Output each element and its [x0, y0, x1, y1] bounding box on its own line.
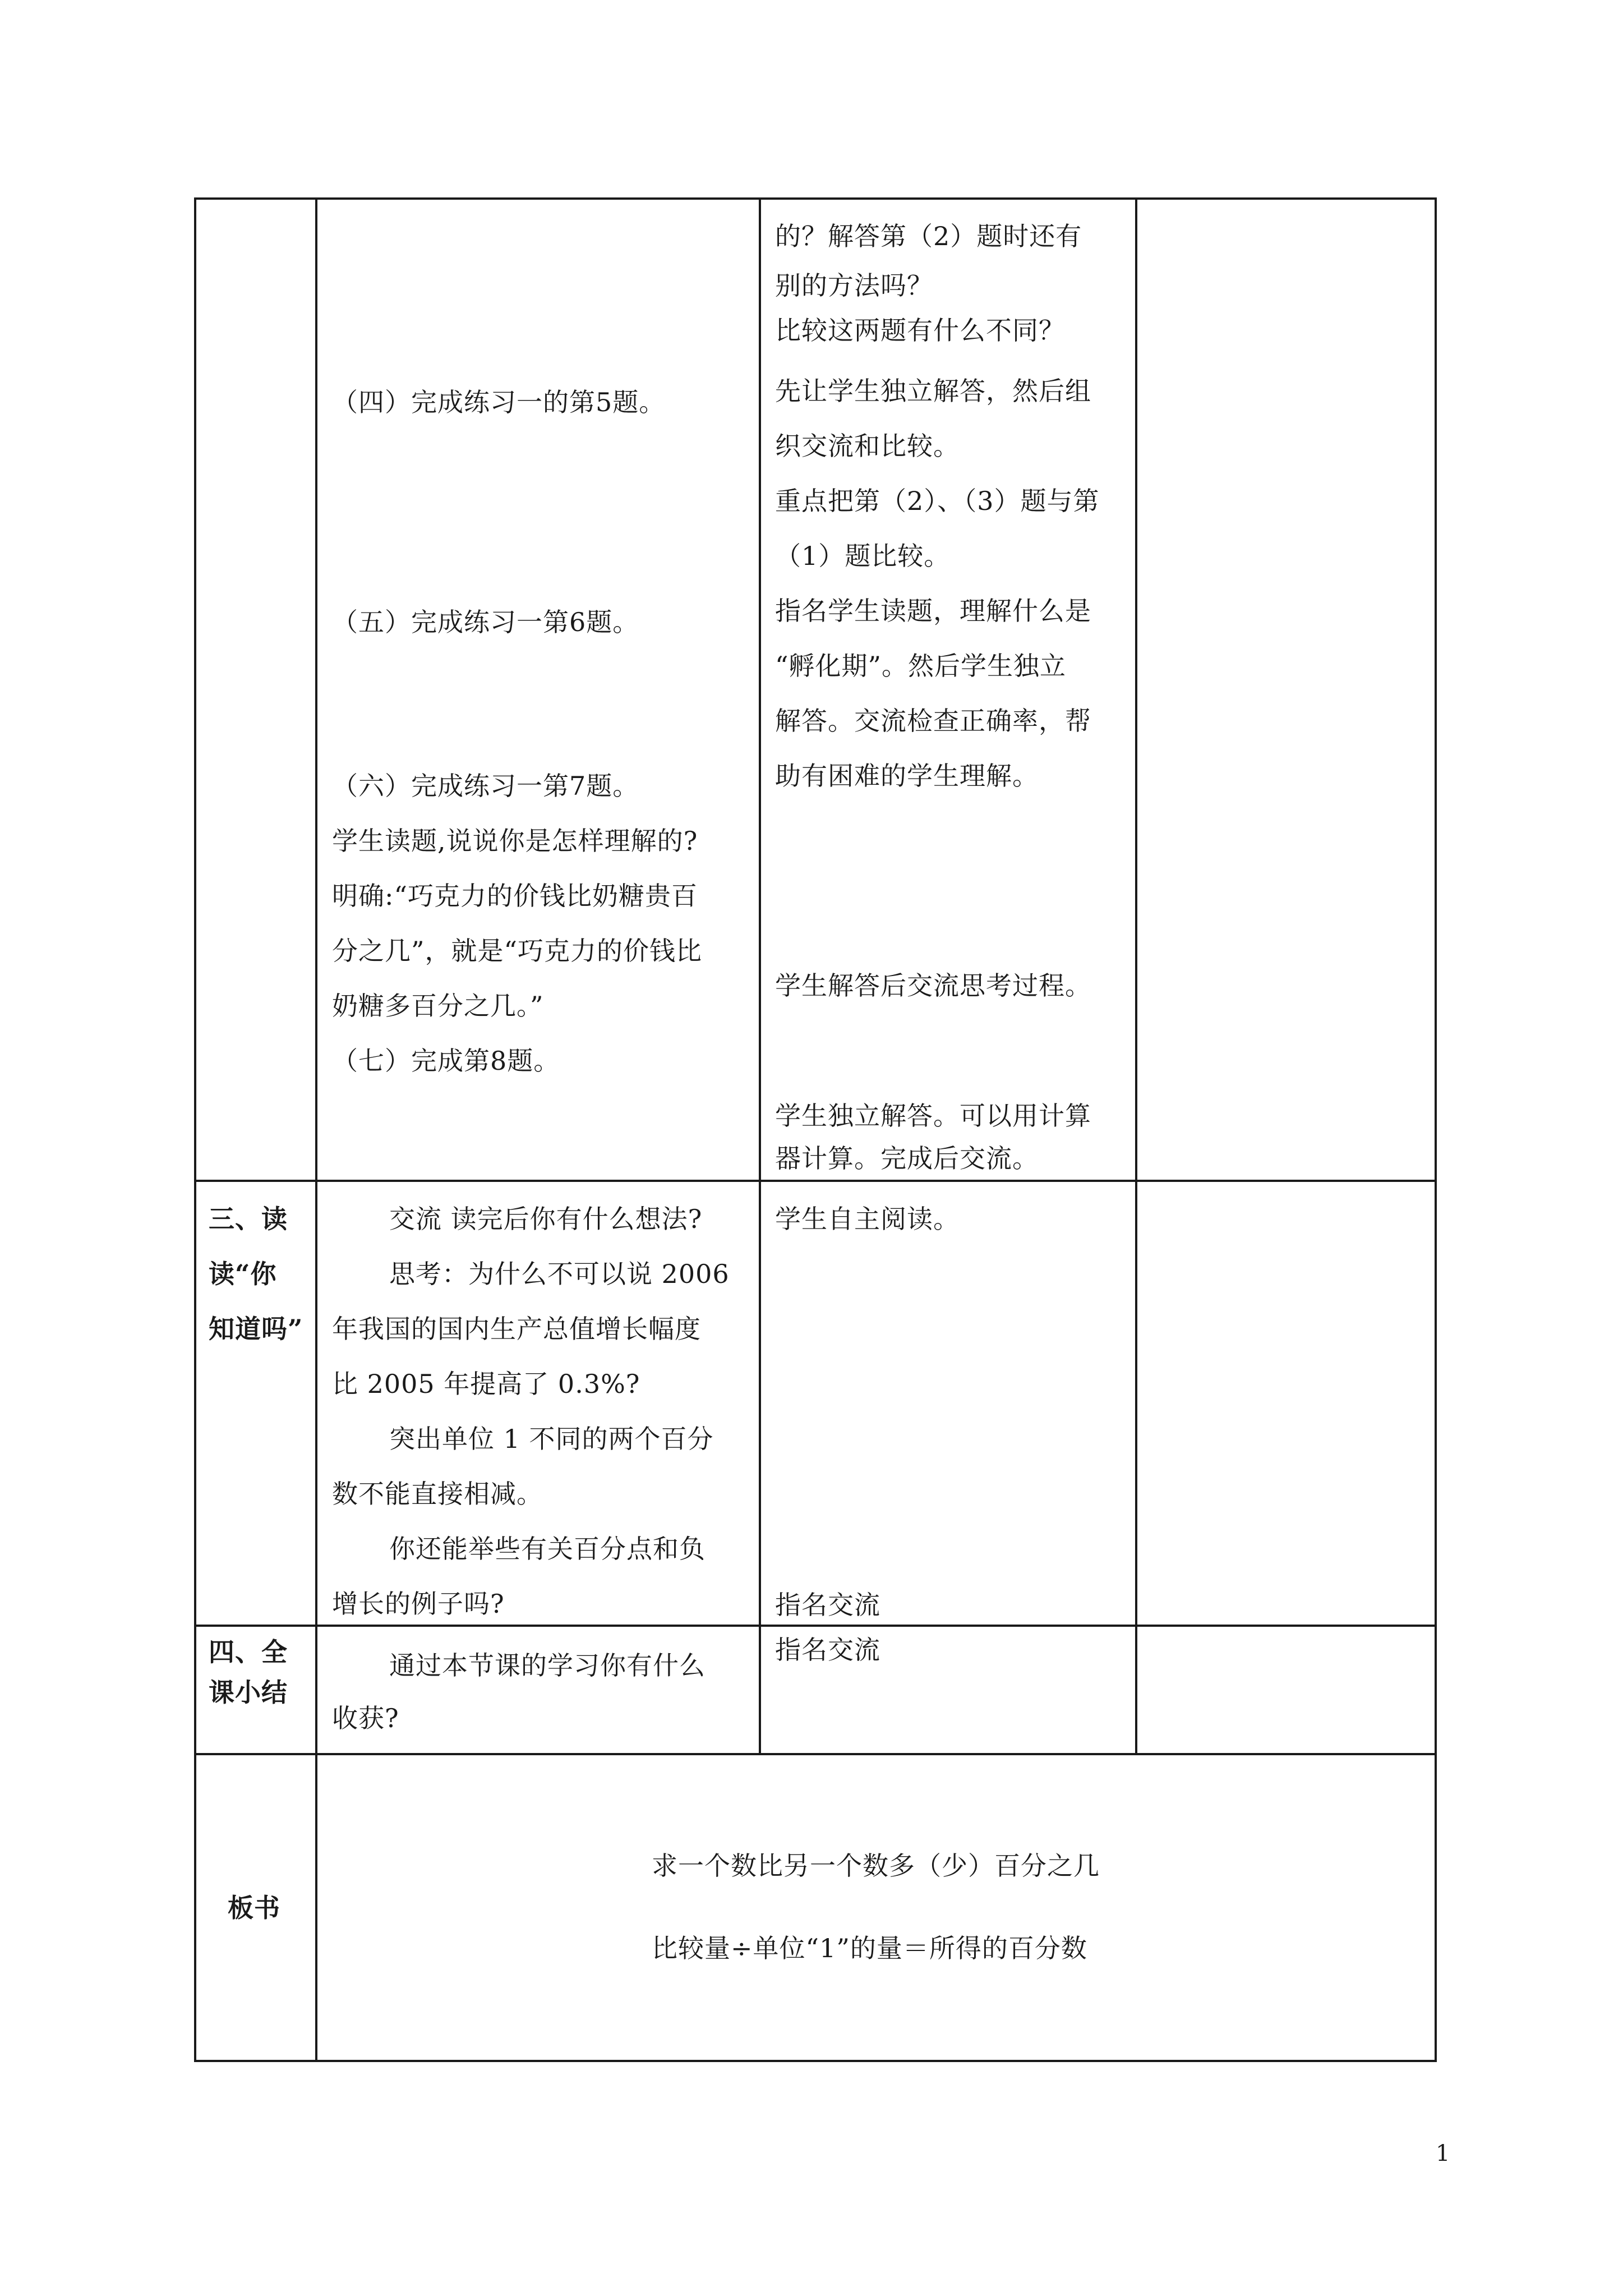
- table-left-border: [194, 197, 196, 2062]
- section-3-content-line-7: 你还能举些有关百分点和负: [389, 1534, 706, 1564]
- section-3-header-line-1: 三、读: [209, 1204, 288, 1234]
- activity-a-line-2: 别的方法吗？: [775, 270, 933, 301]
- activity-b-line-2: 织交流和比较。: [775, 431, 960, 461]
- step-6-line-3: 分之几”，就是“巧克力的价钱比: [332, 936, 703, 966]
- step-7-label: （七）完成第8题。: [332, 1046, 560, 1076]
- section-4-content-line-2: 收获?: [332, 1703, 399, 1733]
- activity-b-line-6: “孵化期”。然后学生独立: [775, 651, 1067, 681]
- table-bottom-border: [194, 2060, 1437, 2062]
- column-divider-1: [315, 197, 317, 2062]
- activity-c: 学生解答后交流思考过程。: [775, 970, 1091, 1001]
- board-line-1: 求一个数比另一个数多（少）百分之几: [652, 1851, 1100, 1881]
- section-3-content-line-2: 思考：为什么不可以说 2006: [389, 1259, 730, 1289]
- activity-b-line-4: （1）题比较。: [775, 541, 951, 571]
- step-6-line-1: 学生读题,说说你是怎样理解的?: [332, 826, 698, 856]
- activity-b-line-3: 重点把第（2）、（3）题与第: [775, 486, 1100, 516]
- section-4-header-line-2: 课小结: [209, 1677, 288, 1708]
- table-right-border: [1435, 197, 1437, 2062]
- step-4-label: （四）完成练习一的第5题。: [332, 387, 666, 417]
- section-3-content-line-4: 比 2005 年提高了 0.3%?: [332, 1369, 640, 1399]
- section-3-activity-top: 学生自主阅读。: [775, 1204, 960, 1234]
- section-3-content-line-8: 增长的例子吗?: [332, 1589, 505, 1619]
- section-3-content-line-3: 年我国的国内生产总值增长幅度: [332, 1314, 701, 1344]
- activity-b-line-7: 解答。交流检查正确率，帮: [775, 706, 1091, 736]
- section-3-content-line-5: 突出单位 1 不同的两个百分: [389, 1424, 714, 1454]
- activity-a-line-3: 比较这两题有什么不同？: [775, 315, 1065, 346]
- step-6-line-4: 奶糖多百分之几。”: [332, 991, 544, 1021]
- step-6-label: （六）完成练习一第7题。: [332, 771, 639, 801]
- activity-d-line-2: 器计算。完成后交流。: [775, 1143, 1039, 1174]
- section-4-content-line-1: 通过本节课的学习你有什么: [389, 1650, 706, 1681]
- activity-d-line-1: 学生独立解答。可以用计算: [775, 1101, 1091, 1131]
- column-divider-3: [1135, 197, 1137, 1755]
- section-3-header-line-3: 知道吗”: [209, 1314, 303, 1344]
- activity-a-line-1: 的？解答第（2）题时还有: [775, 221, 1082, 251]
- row-divider-3: [194, 1753, 1437, 1755]
- column-divider-2: [759, 197, 761, 1755]
- section-3-activity-bottom: 指名交流: [775, 1590, 880, 1620]
- board-header: 板书: [228, 1893, 280, 1923]
- section-3-header-line-2: 读“你: [209, 1259, 277, 1289]
- activity-b-line-1: 先让学生独立解答，然后组: [775, 376, 1091, 406]
- section-4-activity: 指名交流: [775, 1635, 880, 1665]
- section-3-content-line-6: 数不能直接相减。: [332, 1479, 543, 1509]
- table-top-border: [194, 197, 1437, 200]
- board-line-2: 比较量÷单位“1”的量＝所得的百分数: [652, 1933, 1087, 1963]
- step-5-label: （五）完成练习一第6题。: [332, 607, 639, 637]
- page-number: 1: [1436, 2141, 1450, 2166]
- section-3-content-line-1: 交流 读完后你有什么想法?: [389, 1204, 703, 1234]
- section-4-header-line-1: 四、全: [209, 1637, 288, 1667]
- step-6-line-2: 明确:“巧克力的价钱比奶糖贵百: [332, 881, 698, 911]
- activity-b-line-8: 助有困难的学生理解。: [775, 761, 1039, 791]
- activity-b-line-5: 指名学生读题，理解什么是: [775, 596, 1091, 626]
